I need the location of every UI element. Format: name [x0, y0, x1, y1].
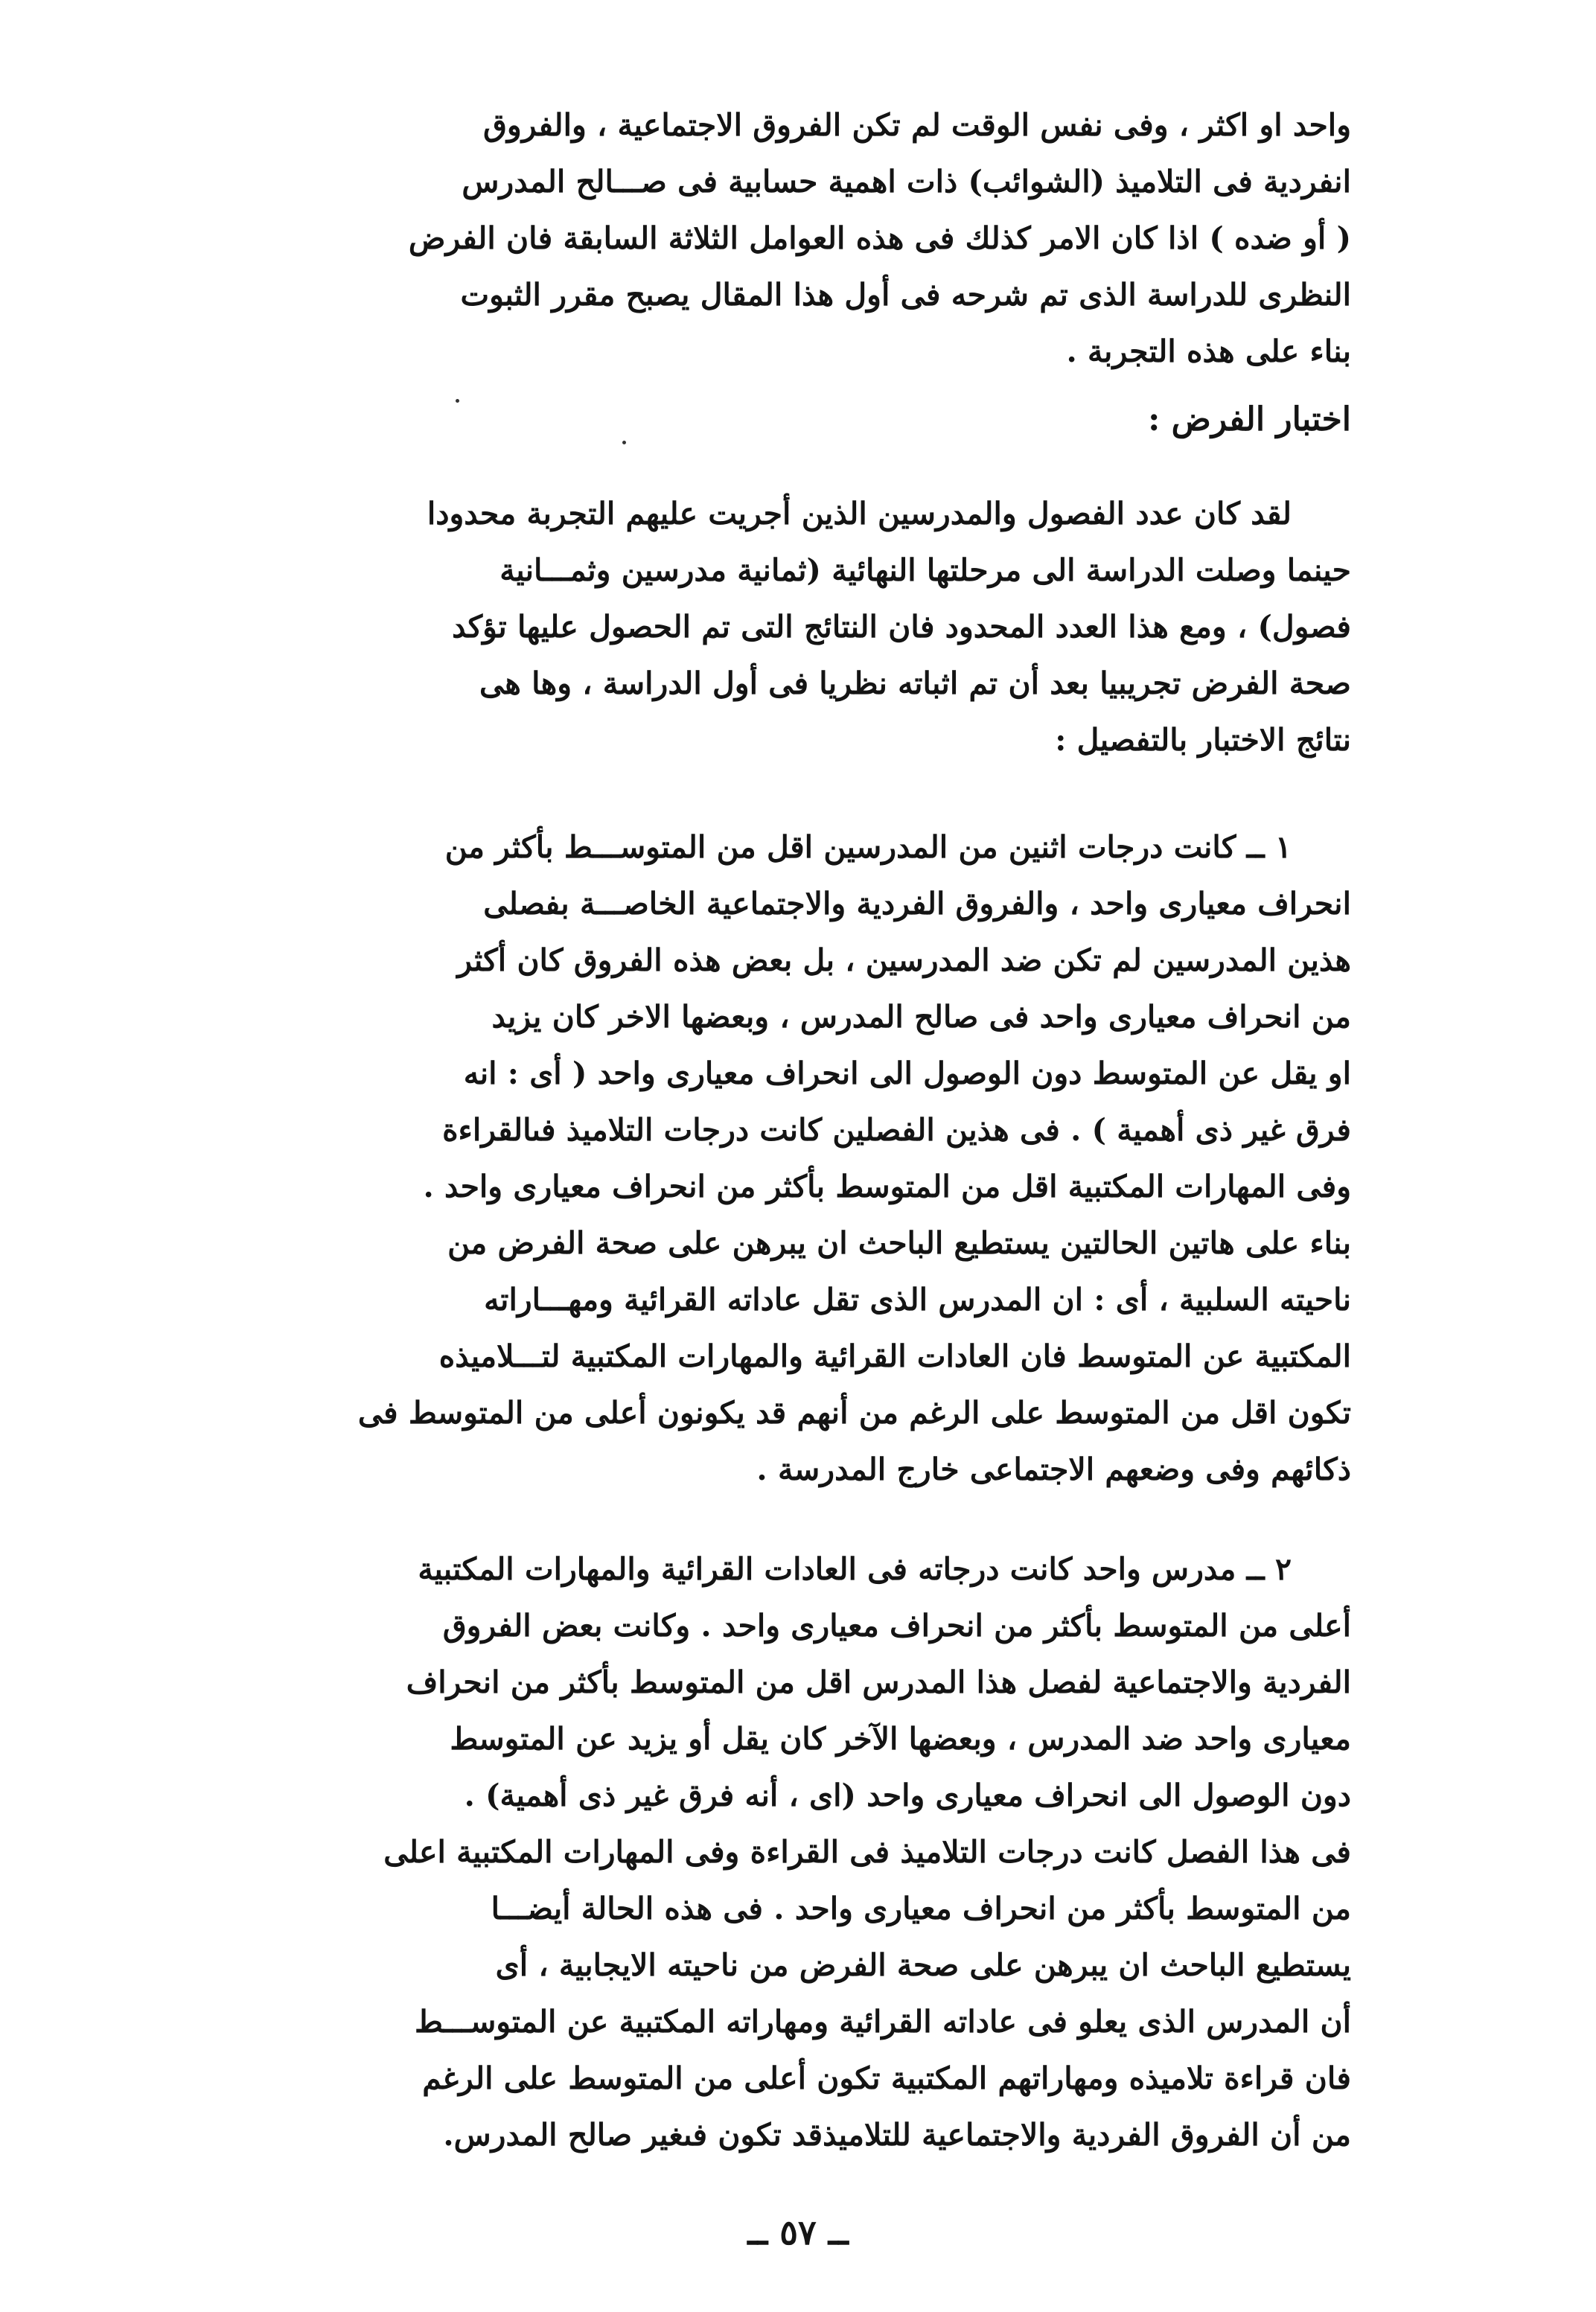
text-line: ٢ ــ مدرس واحد كانت درجاته فى العادات القرائية والمهارات المكتبية — [418, 1551, 1292, 1587]
text-line: واحد او اكثر ، وفى نفس الوقت لم تكن الفروق الاجتماعية ، والفروق — [483, 107, 1351, 143]
text-line: من أن الفروق الفردية والاجتماعية للتلاميذقد تكون فىغير صالح المدرس. — [443, 2117, 1351, 2153]
text-line: وفى المهارات المكتبية اقل من المتوسط بأكثر من انحراف معيارى واحد . — [423, 1169, 1351, 1204]
scan-speck — [456, 399, 459, 403]
text-line: فان قراءة تلاميذه ومهاراتهم المكتبية تكون أعلى من المتوسط على الرغم — [422, 2060, 1351, 2096]
text-line: النظرى للدراسة الذى تم شرحه فى أول هذا المقال يصبح مقرر الثبوت — [460, 277, 1351, 313]
paragraph-gap — [264, 1498, 1351, 1541]
text-line: فرق غير ذى أهمية ) . فى هذين الفصلين كانت درجات التلاميذ فىالقراءة — [442, 1112, 1351, 1148]
text-line: من المتوسط بأكثر من انحراف معيارى واحد . فى هذه الحالة أيضـــا — [491, 1891, 1351, 1926]
text-line: دون الوصول الى انحراف معيارى واحد (اى ، أنه فرق غير ذى أهمية) . — [464, 1778, 1351, 1813]
body-text — [264, 97, 1351, 2163]
text-line: أن المدرس الذى يعلو فى عاداته القرائية ومهاراته المكتبية عن المتوســـط — [415, 2004, 1351, 2040]
text-line: الفردية والاجتماعية لفصل هذا المدرس اقل من المتوسط بأكثر من انحراف — [406, 1664, 1351, 1700]
text-line: بناء على هاتين الحالتين يستطيع الباحث ان يبرهن على صحة الفرض من — [447, 1225, 1351, 1261]
text-line: لقد كان عدد الفصول والمدرسين الذين أجريت عليهم التجربة محدودا — [427, 496, 1292, 531]
paragraph-gap — [264, 768, 1351, 819]
text-line: ( أو ضده ) اذا كان الامر كذلك فى هذه العوامل الثلاثة السابقة فان الفرض — [408, 220, 1351, 256]
text-line: بناء على هذه التجربة . — [1066, 333, 1351, 369]
text-line: نتائج الاختبار بالتفصيل : — [1055, 722, 1351, 758]
intro-paragraph — [264, 97, 1351, 380]
paragraph-1 — [264, 485, 1351, 768]
paragraph-3 — [264, 1541, 1351, 2163]
scan-speck — [622, 441, 626, 444]
text-line: ناحيته السلبية ، أى : ان المدرس الذى تقل عاداته القرائية ومهـــاراته — [484, 1282, 1351, 1318]
text-line: هذين المدرسين لم تكن ضد المدرسين ، بل بعض هذه الفروق كان أكثر — [457, 942, 1351, 978]
text-line: ١ ــ كانت درجات اثنين من المدرسين اقل من المتوســـط بأكثر من — [444, 829, 1292, 865]
text-line: فصول) ، ومع هذا العدد المحدود فان النتائج التى تم الحصول عليها تؤكد — [452, 609, 1351, 645]
text-line: ذكائهم وفى وضعهم الاجتماعى خارج المدرسة . — [756, 1452, 1351, 1487]
text-line: انحراف معيارى واحد ، والفروق الفردية والاجتماعية الخاصـــة بفصلى — [483, 886, 1351, 922]
text-line: تكون اقل من المتوسط على الرغم من أنهم قد يكونون أعلى من المتوسط فى — [357, 1395, 1351, 1431]
page-number: ــ ٥٧ ــ — [747, 2212, 849, 2252]
text-line: أعلى من المتوسط بأكثر من انحراف معيارى واحد . وكانت بعض الفروق — [442, 1608, 1351, 1644]
text-line: المكتبية عن المتوسط فان العادات القرائية والمهارات المكتبية لتـــلاميذه — [438, 1338, 1351, 1374]
text-line: صحة الفرض تجريبيا بعد أن تم اثباته نظريا فى أول الدراسة ، وها هى — [479, 665, 1351, 701]
text-line: حينما وصلت الدراسة الى مرحلتها النهائية (ثمانية مدرسين وثمـــانية — [499, 552, 1351, 588]
text-line: فى هذا الفصل كانت درجات التلاميذ فى القراءة وفى المهارات المكتبية اعلى — [383, 1834, 1351, 1870]
text-line: من انحراف معيارى واحد فى صالح المدرس ، وبعضها الاخر كان يزيد — [491, 999, 1351, 1035]
text-line: معيارى واحد ضد المدرس ، وبعضها الآخر كان يقل أو يزيد عن المتوسط — [450, 1721, 1351, 1757]
paragraph-2 — [264, 819, 1351, 1498]
text-line: يستطيع الباحث ان يبرهن على صحة الفرض من ناحيته الايجابية ، أى — [495, 1947, 1351, 1983]
text-line: او يقل عن المتوسط دون الوصول الى انحراف معيارى واحد ( أى : انه — [463, 1056, 1351, 1091]
text-line: انفردية فى التلاميذ (الشوائب) ذات اهمية حسابية فى صـــالح المدرس — [462, 164, 1351, 199]
section-heading: اختبار الفرض : — [1148, 400, 1351, 438]
